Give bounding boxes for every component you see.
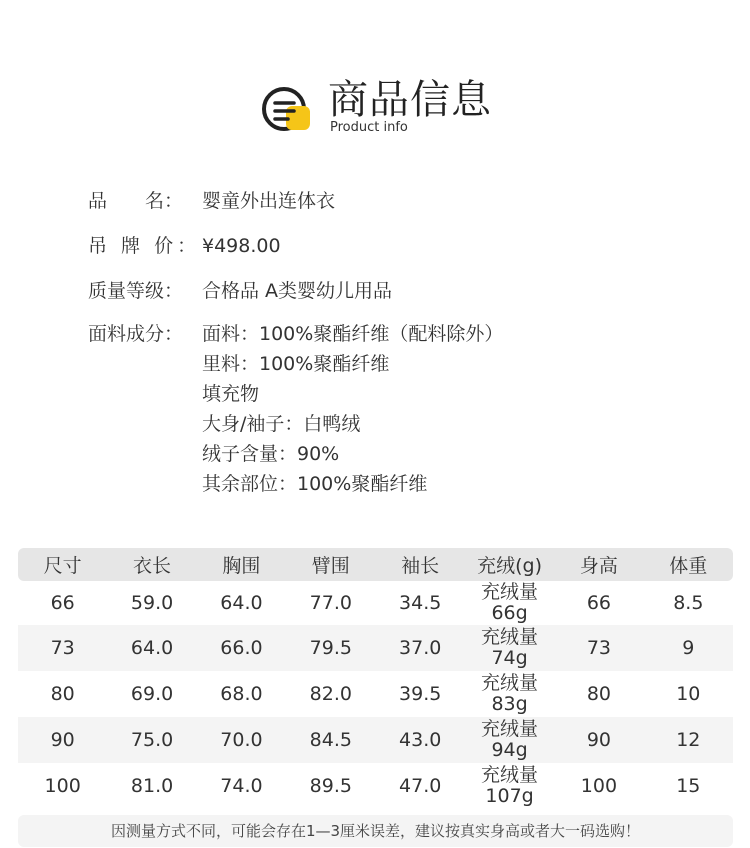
table-row <box>18 581 733 625</box>
info-value <box>202 231 688 261</box>
table-cell: 81.0 <box>130 775 174 797</box>
table-cell: 70.0 <box>220 729 263 751</box>
info-value <box>202 319 688 499</box>
table-cell: 89.5 <box>309 775 352 797</box>
table-cell: 73 <box>50 637 75 659</box>
table-cell: 8.5 <box>673 592 704 614</box>
table-cell <box>465 673 554 715</box>
table-cell: 39.5 <box>399 683 442 705</box>
table-row <box>18 763 733 809</box>
table-cell: 64.0 <box>220 592 263 614</box>
table-header-cell: 胸围 <box>222 555 261 577</box>
info-label: 吊 牌 价： <box>88 235 201 257</box>
info-value-line: 面料：100%聚酯纤维（配料除外） <box>202 323 504 345</box>
table-cell: 34.5 <box>399 592 442 614</box>
table-cell: 68.0 <box>220 683 263 705</box>
table-row <box>18 625 733 671</box>
info-value-line: 合格品 A类婴幼儿用品 <box>202 280 393 302</box>
fill-text: 充绒量 <box>481 581 539 603</box>
table-row <box>18 717 733 763</box>
page-subtitle: Product info <box>330 120 408 135</box>
info-row-material <box>88 319 688 499</box>
table-header-cell: 体重 <box>669 555 708 577</box>
table-header-cell: 充绒(g) <box>477 555 542 577</box>
info-value-line: 里料：100%聚酯纤维 <box>202 353 390 375</box>
table-cell: 84.5 <box>309 729 352 751</box>
table-cell <box>465 719 554 761</box>
table-cell <box>465 765 554 807</box>
table-cell: 80 <box>586 683 612 705</box>
table-cell: 77.0 <box>309 592 352 614</box>
info-value-line: 婴童外出连体衣 <box>202 190 336 212</box>
info-value-line: ¥498.00 <box>202 235 281 257</box>
page-title: 商品信息 <box>328 77 492 123</box>
table-cell: 80 <box>50 683 75 705</box>
table-cell <box>465 582 554 624</box>
table-cell: 82.0 <box>309 683 352 705</box>
info-label: 品 名： <box>88 190 184 212</box>
table-cell: 12 <box>676 729 701 751</box>
info-row-grade <box>88 276 688 306</box>
table-cell: 90 <box>586 729 612 751</box>
fill-text: 107g <box>485 785 534 807</box>
document-lines-icon <box>262 86 314 134</box>
table-header-cell: 臂围 <box>311 555 350 577</box>
info-label: 面料成分： <box>88 323 184 345</box>
table-cell: 43.0 <box>399 729 442 751</box>
table-cell: 73 <box>586 637 612 659</box>
table-cell: 74.0 <box>220 775 263 797</box>
info-label: 质量等级： <box>88 280 184 302</box>
fill-text: 充绒量 <box>481 626 539 648</box>
table-cell: 75.0 <box>130 729 174 751</box>
info-value-line: 填充物 <box>202 383 260 405</box>
info-value-line: 其余部位：100%聚酯纤维 <box>202 473 428 495</box>
table-cell: 59.0 <box>130 592 174 614</box>
info-value <box>202 276 688 306</box>
table-cell: 10 <box>676 683 701 705</box>
info-row-price <box>88 231 688 261</box>
size-table <box>18 548 733 809</box>
measurement-note: 因测量方式不同，可能会存在1—3厘米误差，建议按真实身高或者大一码选购！ <box>18 815 733 847</box>
table-cell: 69.0 <box>130 683 174 705</box>
table-cell: 79.5 <box>309 637 352 659</box>
table-cell: 9 <box>682 637 695 659</box>
table-cell: 66 <box>50 592 75 614</box>
table-cell: 66 <box>586 592 612 614</box>
table-cell: 66.0 <box>220 637 263 659</box>
table-cell: 37.0 <box>399 637 442 659</box>
table-cell: 100 <box>580 775 618 797</box>
table-cell: 100 <box>44 775 81 797</box>
table-header-row <box>18 548 733 581</box>
info-value-line: 绒子含量：90% <box>202 443 340 465</box>
fill-text: 66g <box>491 602 528 624</box>
info-row-name <box>88 186 688 216</box>
table-header-cell: 尺寸 <box>43 555 82 577</box>
fill-text: 充绒量 <box>481 718 539 740</box>
info-value-line: 大身/袖子：白鸭绒 <box>202 413 361 435</box>
fill-text: 74g <box>491 647 528 669</box>
table-cell: 47.0 <box>399 775 442 797</box>
table-body <box>18 581 733 809</box>
fill-text: 充绒量 <box>481 672 539 694</box>
fill-text: 94g <box>491 739 528 761</box>
fill-text: 83g <box>491 693 528 715</box>
table-row <box>18 671 733 717</box>
section-header <box>262 76 522 138</box>
info-value <box>202 186 688 216</box>
table-cell <box>465 627 554 669</box>
table-header-cell: 袖长 <box>401 555 440 577</box>
table-cell: 64.0 <box>130 637 174 659</box>
product-info-list <box>88 186 688 499</box>
fill-text: 充绒量 <box>481 764 539 786</box>
table-cell: 15 <box>676 775 701 797</box>
table-header-cell: 身高 <box>579 555 618 577</box>
table-cell: 90 <box>50 729 75 751</box>
table-header-cell: 衣长 <box>133 555 172 577</box>
